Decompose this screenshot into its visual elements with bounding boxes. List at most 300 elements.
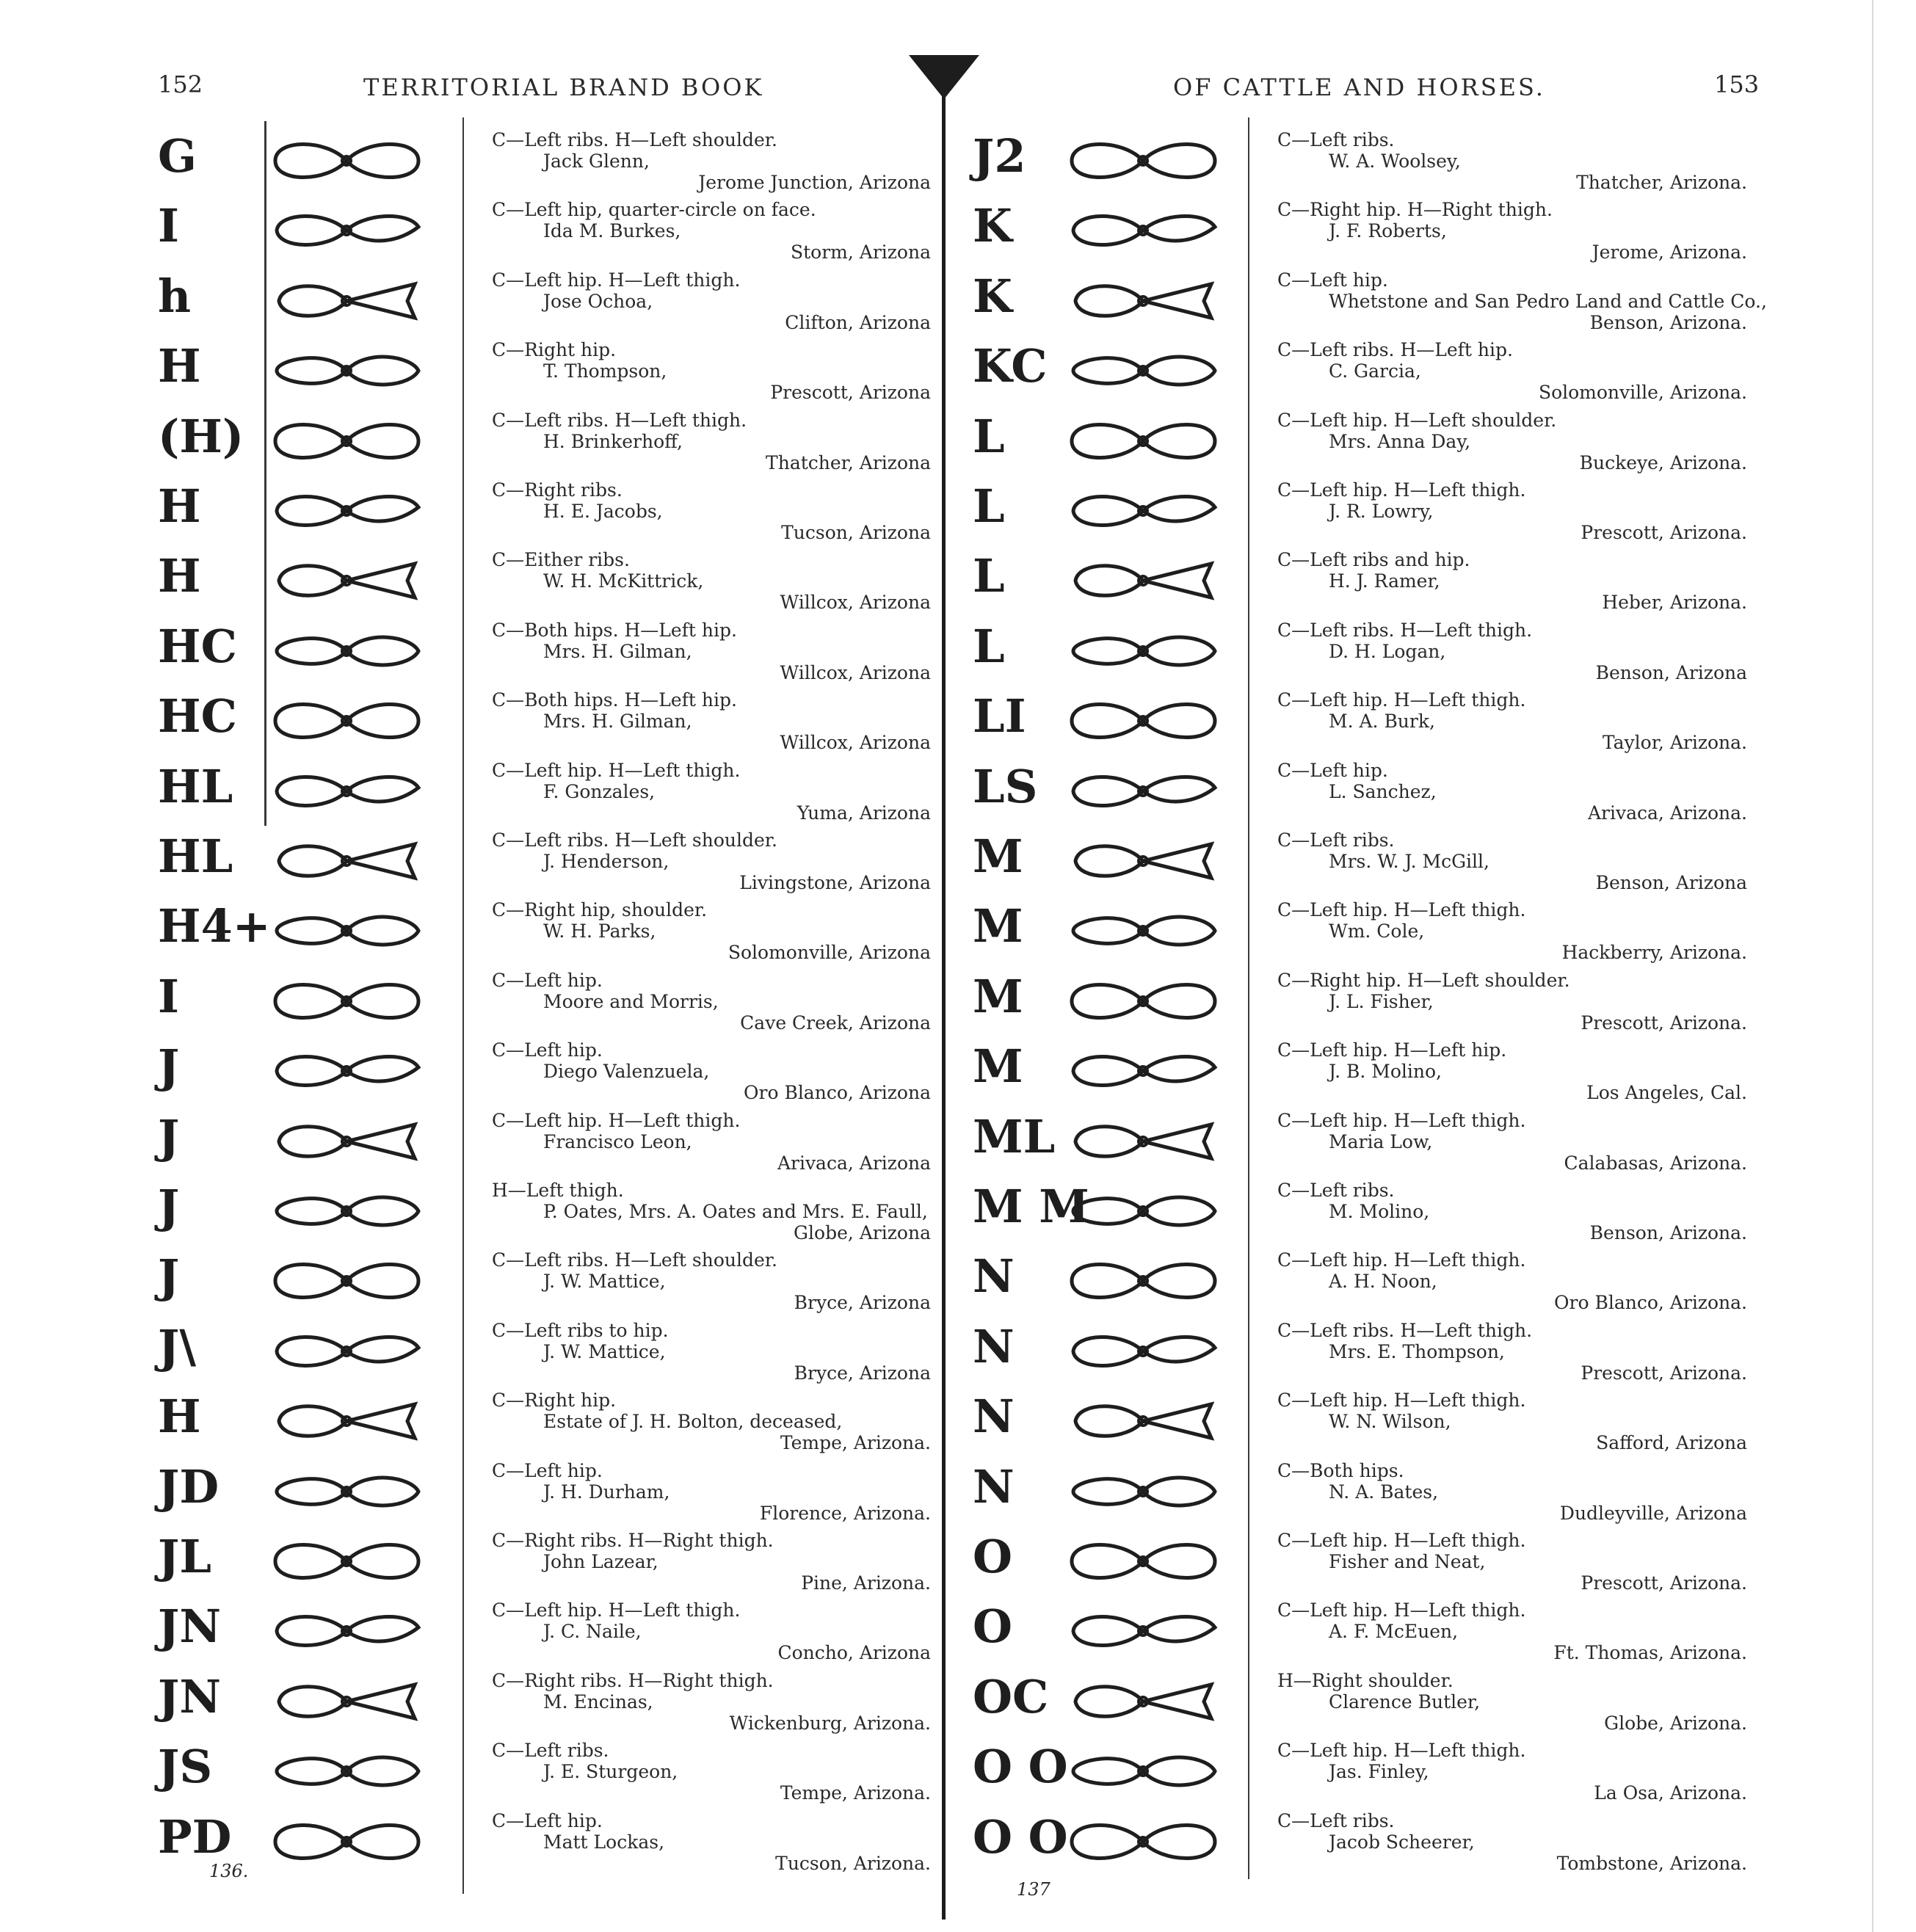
owner-name: Maria Low, <box>1329 1130 1433 1152</box>
brand-entry-text <box>1277 339 1513 382</box>
owner-location: Los Angeles, Cal. <box>1586 1082 1747 1104</box>
horse-brand-mark <box>268 1185 426 1240</box>
brand-entry-text <box>1277 1180 1429 1222</box>
owner-location: Clifton, Arizona <box>785 311 931 333</box>
owner-location: Tombstone, Arizona. <box>1556 1852 1747 1874</box>
brand-entry-text <box>1277 970 1570 1012</box>
owner-name: Mrs. E. Thompson, <box>1329 1340 1505 1362</box>
brand-entry-text <box>1277 620 1532 662</box>
owner-name: Diego Valenzuela, <box>543 1061 710 1083</box>
cattle-brand-mark: J <box>158 1249 180 1304</box>
left-page-number: 152 <box>158 70 203 98</box>
owner-name: John Lazear, <box>543 1551 658 1572</box>
right-running-title: OF CATTLE AND HORSES. <box>1173 73 1545 101</box>
brand-entry-text <box>1277 1039 1506 1082</box>
brand-entry-text <box>492 1670 774 1713</box>
owner-location: Solomonville, Arizona <box>727 942 931 964</box>
brand-entry-text <box>1277 1599 1525 1642</box>
owner-name: J. W. Mattice, <box>543 1271 666 1293</box>
brand-location-on-animal: C—Right ribs. H—Right thigh. <box>492 1669 774 1691</box>
brand-entry-text <box>492 760 740 802</box>
owner-name: J. Henderson, <box>543 851 669 872</box>
cattle-brand-mark: O O <box>973 1809 1068 1864</box>
brand-location-on-animal: C—Left ribs. H—Left shoulder. <box>492 1249 777 1271</box>
brand-entry-text <box>492 479 663 522</box>
cattle-brand-mark: JN <box>158 1669 222 1724</box>
brand-entry-text <box>1277 1530 1525 1572</box>
cattle-brand-mark: H <box>158 1390 201 1444</box>
brand-entry-text <box>1277 129 1461 172</box>
brand-location-on-animal: C—Right ribs. H—Right thigh. <box>492 1530 774 1551</box>
owner-name: D. H. Logan, <box>1329 640 1446 662</box>
horse-brand-mark <box>268 135 426 189</box>
brand-entry-text <box>1277 269 1767 312</box>
brand-location-on-animal: C—Left ribs. H—Left hip. <box>1277 339 1513 361</box>
cattle-brand-mark: HL <box>158 829 233 883</box>
brand-location-on-animal: C—Left hip, quarter-circle on face. <box>492 199 816 221</box>
owner-name: A. H. Noon, <box>1329 1271 1437 1293</box>
brand-entry-text <box>492 339 667 382</box>
owner-location: Jerome, Arizona. <box>1592 242 1747 264</box>
cattle-brand-mark: h <box>158 269 192 323</box>
owner-location: Willcox, Arizona <box>780 592 931 614</box>
owner-name: N. A. Bates, <box>1329 1481 1439 1503</box>
owner-name: Ida M. Burkes, <box>543 220 681 242</box>
brand-entry-text <box>1277 760 1437 802</box>
owner-location: Hackberry, Arizona. <box>1561 942 1747 964</box>
horse-brand-mark <box>1064 135 1222 189</box>
owner-name: Mrs. Anna Day, <box>1329 430 1471 452</box>
owner-location: Willcox, Arizona <box>780 732 931 754</box>
brand-location-on-animal: C—Left hip. H—Left thigh. <box>1277 1740 1526 1762</box>
owner-name: J. E. Sturgeon, <box>543 1761 678 1783</box>
owner-name: W. N. Wilson, <box>1329 1411 1451 1433</box>
horse-brand-mark <box>1064 1466 1222 1520</box>
brand-location-on-animal: C—Left ribs. <box>1277 1809 1395 1831</box>
brand-entry-text <box>1277 1460 1438 1503</box>
brand-entry-text <box>1277 1110 1525 1152</box>
horse-brand-mark <box>1064 415 1222 470</box>
owner-name: M. A. Burk, <box>1329 711 1435 733</box>
horse-brand-mark <box>1064 1045 1222 1100</box>
owner-location: La Osa, Arizona. <box>1594 1782 1747 1804</box>
owner-location: Cave Creek, Arizona <box>740 1012 931 1034</box>
owner-location: Taylor, Arizona. <box>1602 732 1747 754</box>
brand-entry-text <box>492 269 740 312</box>
owner-location: Prescott, Arizona. <box>1581 1572 1747 1594</box>
owner-name: J. W. Mattice, <box>543 1340 666 1362</box>
owner-location: Arivaca, Arizona <box>777 1152 931 1174</box>
horse-brand-mark <box>1064 1255 1222 1310</box>
cattle-brand-mark: L <box>973 549 1005 603</box>
brand-location-on-animal: C—Left hip. H—Left shoulder. <box>1277 409 1557 431</box>
horse-brand-mark <box>1064 555 1222 609</box>
brand-location-on-animal: C—Left hip. H—Left thigh. <box>1277 1530 1526 1551</box>
brand-location-on-animal: C—Right hip. H—Left shoulder. <box>1277 969 1570 991</box>
cattle-brand-mark: ML <box>973 1109 1056 1163</box>
cattle-brand-mark: LI <box>973 689 1026 744</box>
horse-brand-mark <box>1064 625 1222 680</box>
cattle-brand-mark: HL <box>158 759 233 813</box>
cattle-brand-mark: N <box>973 1319 1015 1373</box>
horse-brand-mark <box>1064 1185 1222 1240</box>
horse-brand-mark <box>1064 345 1222 399</box>
owner-name: A. F. McEuen, <box>1329 1621 1459 1643</box>
owner-location: Buckeye, Arizona. <box>1579 451 1747 473</box>
brand-location-on-animal: C—Right hip. <box>492 339 617 361</box>
right-page-number: 153 <box>1714 70 1760 98</box>
brand-location-on-animal: C—Left hip. <box>492 1809 603 1831</box>
horse-brand-mark <box>1064 835 1222 890</box>
cattle-brand-mark: M <box>973 969 1023 1023</box>
book-gutter <box>942 55 946 1920</box>
brand-location-on-animal: H—Right shoulder. <box>1277 1669 1454 1691</box>
brand-location-on-animal: C—Right ribs. <box>492 479 623 501</box>
left-text-rule <box>462 117 464 1894</box>
owner-name: F. Gonzales, <box>543 780 656 802</box>
owner-location: Florence, Arizona. <box>759 1502 931 1524</box>
cattle-brand-mark: O <box>973 1530 1013 1583</box>
owner-location: Prescott, Arizona. <box>1581 1362 1747 1384</box>
horse-brand-mark <box>268 415 426 470</box>
owner-location: Tempe, Arizona. <box>780 1782 931 1804</box>
brand-location-on-animal: C—Left ribs. H—Left thigh. <box>1277 619 1533 641</box>
left-running-title: TERRITORIAL BRAND BOOK <box>363 73 764 101</box>
owner-location: Storm, Arizona <box>790 242 931 264</box>
horse-brand-mark <box>1064 275 1222 330</box>
owner-name: C. Garcia, <box>1329 360 1421 382</box>
horse-brand-mark <box>268 695 426 749</box>
horse-brand-mark <box>268 1746 426 1800</box>
horse-brand-mark <box>1064 976 1222 1030</box>
owner-location: Tempe, Arizona. <box>780 1432 931 1454</box>
cattle-brand-mark: L <box>973 409 1005 463</box>
brand-entry-text <box>1277 1320 1532 1362</box>
cattle-brand-mark: PD <box>158 1809 232 1864</box>
cattle-brand-mark: (H) <box>158 409 244 463</box>
owner-location: Bryce, Arizona <box>794 1292 931 1314</box>
brand-location-on-animal: H—Left thigh. <box>492 1180 624 1201</box>
brand-entry-text <box>492 1110 740 1152</box>
owner-name: M. Encinas, <box>543 1690 653 1713</box>
owner-name: T. Thompson, <box>543 360 667 382</box>
horse-brand-mark <box>1064 1605 1222 1660</box>
cattle-brand-mark: JD <box>158 1459 219 1514</box>
brand-location-on-animal: C—Left hip. H—Left thigh. <box>1277 479 1526 501</box>
horse-brand-mark <box>268 1045 426 1100</box>
cattle-brand-mark: LS <box>973 759 1038 813</box>
brand-location-on-animal: C—Left ribs to hip. <box>492 1319 669 1341</box>
cattle-brand-mark: K <box>973 269 1012 323</box>
cattle-brand-mark: M <box>973 1039 1023 1094</box>
right-page-mark: 137 <box>1017 1879 1050 1900</box>
brand-location-on-animal: C—Left ribs and hip. <box>1277 549 1470 571</box>
brand-location-on-animal: C—Left hip. H—Left thigh. <box>492 759 741 781</box>
horse-brand-mark <box>1064 905 1222 959</box>
brand-location-on-animal: C—Left ribs. <box>1277 1180 1395 1201</box>
brand-entry-text <box>492 1390 842 1432</box>
horse-brand-mark <box>268 1676 426 1730</box>
owner-name: W. H. Parks, <box>543 920 656 943</box>
owner-location: Oro Blanco, Arizona. <box>1554 1292 1747 1314</box>
brand-location-on-animal: C—Left hip. H—Left thigh. <box>1277 1390 1526 1412</box>
owner-location: Benson, Arizona. <box>1589 1222 1747 1243</box>
brand-entry-text <box>1277 1670 1480 1713</box>
brand-location-on-animal: C—Left hip. <box>492 1039 603 1061</box>
brand-location-on-animal: C—Both hips. <box>1277 1459 1404 1481</box>
owner-location: Bryce, Arizona <box>794 1362 931 1384</box>
cattle-brand-mark: H <box>158 339 201 393</box>
cattle-brand-mark: M <box>973 829 1023 883</box>
owner-name: Whetstone and San Pedro Land and Cattle Co., <box>1329 290 1767 312</box>
cattle-brand-mark: O <box>973 1599 1013 1654</box>
owner-location: Benson, Arizona <box>1595 661 1747 683</box>
owner-name: Mrs. W. J. McGill, <box>1329 851 1489 872</box>
owner-name: P. Oates, Mrs. A. Oates and Mrs. E. Faull, <box>543 1201 928 1222</box>
owner-location: Calabasas, Arizona. <box>1564 1152 1747 1174</box>
brand-location-on-animal: C—Both hips. H—Left hip. <box>492 689 737 711</box>
owner-location: Benson, Arizona. <box>1589 311 1747 333</box>
brand-location-on-animal: C—Left hip. <box>492 1459 603 1481</box>
owner-name: Jacob Scheerer, <box>1329 1831 1475 1853</box>
brand-entry-text <box>492 129 777 172</box>
owner-location: Tucson, Arizona <box>781 522 931 543</box>
owner-name: M. Molino, <box>1329 1201 1430 1222</box>
brand-location-on-animal: C—Left ribs. <box>1277 829 1395 851</box>
horse-brand-mark <box>268 1116 426 1170</box>
cattle-brand-mark: JL <box>158 1530 211 1583</box>
owner-location: Ft. Thomas, Arizona. <box>1553 1642 1747 1664</box>
owner-location: Prescott, Arizona <box>770 382 931 404</box>
cattle-brand-mark: H4+ <box>158 899 271 954</box>
owner-location: Heber, Arizona. <box>1602 592 1747 614</box>
brand-location-on-animal: C—Left ribs. H—Left shoulder. <box>492 829 777 851</box>
horse-brand-mark <box>268 275 426 330</box>
owner-location: Globe, Arizona. <box>1604 1712 1747 1734</box>
owner-location: Livingstone, Arizona <box>739 872 931 893</box>
brand-entry-text <box>1277 899 1525 942</box>
brand-entry-text <box>492 1530 774 1572</box>
brand-entry-text <box>492 1039 709 1082</box>
cattle-brand-mark: J <box>158 1109 180 1163</box>
brand-entry-text <box>1277 689 1525 732</box>
horse-brand-mark <box>268 766 426 820</box>
brand-location-on-animal: C—Left hip. H—Left thigh. <box>1277 1249 1526 1271</box>
cattle-brand-mark: H <box>158 479 201 533</box>
horse-brand-mark <box>1064 695 1222 749</box>
brand-location-on-animal: C—Left ribs. <box>492 1740 609 1762</box>
cattle-brand-mark: J2 <box>973 129 1026 183</box>
horse-brand-mark <box>268 1605 426 1660</box>
owner-name: J. F. Roberts, <box>1329 220 1447 242</box>
horse-brand-mark <box>268 205 426 259</box>
brand-entry-text <box>492 1180 928 1222</box>
brand-entry-text <box>492 199 816 242</box>
brand-location-on-animal: C—Left hip. H—Left thigh. <box>1277 1109 1526 1131</box>
brand-location-on-animal: C—Left ribs. <box>1277 129 1395 150</box>
brand-entry-text <box>492 1460 669 1503</box>
owner-location: Arivaca, Arizona. <box>1587 802 1747 824</box>
brand-location-on-animal: C—Both hips. H—Left hip. <box>492 619 737 641</box>
horse-brand-mark <box>268 485 426 540</box>
brand-entry-text <box>1277 549 1470 592</box>
brand-location-on-animal: C—Left ribs. H—Left thigh. <box>1277 1319 1533 1341</box>
brand-location-on-animal: C—Left hip. H—Left thigh. <box>492 1599 741 1622</box>
owner-location: Prescott, Arizona. <box>1581 522 1747 543</box>
brand-entry-text <box>492 1810 664 1853</box>
horse-brand-mark <box>1064 1816 1222 1870</box>
horse-brand-mark <box>268 1395 426 1450</box>
brand-entry-text <box>1277 829 1489 872</box>
owner-name: H. Brinkerhoff, <box>543 430 683 452</box>
owner-name: Clarence Butler, <box>1329 1690 1481 1713</box>
brand-location-on-animal: C—Right hip. H—Right thigh. <box>1277 199 1553 221</box>
cattle-brand-mark: O O <box>973 1740 1068 1794</box>
brand-entry-text <box>1277 1810 1475 1853</box>
horse-brand-mark <box>1064 485 1222 540</box>
horse-brand-mark <box>268 905 426 959</box>
cattle-brand-mark: L <box>973 479 1005 533</box>
brand-entry-text <box>492 549 703 592</box>
owner-location: Oro Blanco, Arizona <box>744 1082 931 1104</box>
owner-name: Moore and Morris, <box>543 990 719 1012</box>
brand-entry-text <box>492 1249 777 1292</box>
brand-entry-text <box>492 829 777 872</box>
brand-entry-text <box>1277 479 1525 522</box>
brand-location-on-animal: C—Left hip. <box>1277 269 1388 291</box>
brand-location-on-animal: C—Left hip. H—Left hip. <box>1277 1039 1507 1061</box>
owner-name: Estate of J. H. Bolton, deceased, <box>543 1411 843 1433</box>
book-gutter-cap <box>909 55 979 99</box>
horse-brand-mark <box>268 625 426 680</box>
owner-name: Matt Lockas, <box>543 1831 665 1853</box>
cattle-brand-mark: HC <box>158 619 237 673</box>
cattle-brand-mark: L <box>973 619 1005 673</box>
owner-name: W. A. Woolsey, <box>1329 150 1461 172</box>
cattle-brand-mark: J <box>158 1180 180 1233</box>
owner-name: J. R. Lowry, <box>1329 501 1434 522</box>
brand-location-on-animal: C—Left hip. H—Left thigh. <box>1277 1599 1526 1622</box>
horse-brand-mark <box>1064 1326 1222 1380</box>
owner-name: J. H. Durham, <box>543 1481 670 1503</box>
brand-location-on-animal: C—Left hip. H—Left thigh. <box>492 1109 741 1131</box>
owner-name: Mrs. H. Gilman, <box>543 640 692 662</box>
cattle-brand-mark: KC <box>973 339 1048 393</box>
owner-name: H. E. Jacobs, <box>543 501 663 522</box>
brand-entry-text <box>492 620 737 662</box>
brand-entry-text <box>492 1599 740 1642</box>
owner-name: Francisco Leon, <box>543 1130 692 1152</box>
owner-name: Jack Glenn, <box>543 150 650 172</box>
brand-location-on-animal: C—Left ribs. H—Left shoulder. <box>492 129 777 150</box>
owner-location: Jerome Junction, Arizona <box>698 172 931 193</box>
owner-location: Concho, Arizona <box>777 1642 931 1664</box>
horse-brand-mark <box>268 555 426 609</box>
owner-location: Pine, Arizona. <box>801 1572 931 1594</box>
horse-brand-mark <box>1064 1536 1222 1590</box>
owner-location: Tucson, Arizona. <box>775 1852 931 1874</box>
brand-entry-text <box>492 970 719 1012</box>
cattle-brand-mark: JN <box>158 1599 222 1654</box>
brand-entry-text <box>1277 1740 1525 1782</box>
brand-entry-text <box>1277 199 1553 242</box>
horse-brand-mark <box>1064 1676 1222 1730</box>
owner-location: Safford, Arizona <box>1596 1432 1747 1454</box>
owner-name: H. J. Ramer, <box>1329 570 1440 592</box>
owner-name: J. L. Fisher, <box>1329 990 1434 1012</box>
cattle-brand-mark: H <box>158 549 201 603</box>
brand-location-on-animal: C—Left ribs. H—Left thigh. <box>492 409 747 431</box>
horse-brand-mark <box>268 835 426 890</box>
brand-location-on-animal: C—Left hip. H—Left thigh. <box>492 269 741 291</box>
owner-location: Yuma, Arizona <box>796 802 931 824</box>
left-brand-rule <box>264 121 266 826</box>
cattle-brand-mark: OC <box>973 1669 1049 1724</box>
brand-location-on-animal: C—Left hip. H—Left thigh. <box>1277 899 1526 921</box>
horse-brand-mark <box>1064 1746 1222 1800</box>
right-text-rule <box>1248 117 1249 1879</box>
horse-brand-mark <box>1064 766 1222 820</box>
owner-name: Wm. Cole, <box>1329 920 1425 943</box>
owner-name: J. B. Molino, <box>1329 1061 1442 1083</box>
brand-location-on-animal: C—Right hip. <box>492 1390 617 1412</box>
brand-entry-text <box>1277 1249 1525 1292</box>
owner-location: Benson, Arizona <box>1595 872 1747 893</box>
brand-location-on-animal: C—Left hip. <box>492 969 603 991</box>
brand-location-on-animal: C—Left hip. <box>1277 759 1388 781</box>
owner-name: Fisher and Neat, <box>1329 1551 1486 1572</box>
brand-entry-text <box>492 1320 669 1362</box>
horse-brand-mark <box>268 1255 426 1310</box>
cattle-brand-mark: J <box>158 1039 180 1094</box>
owner-name: Mrs. H. Gilman, <box>543 711 692 733</box>
cattle-brand-mark: N <box>973 1390 1015 1444</box>
cattle-brand-mark: J\ <box>158 1319 196 1373</box>
horse-brand-mark <box>268 1466 426 1520</box>
cattle-brand-mark: HC <box>158 689 237 744</box>
horse-brand-mark <box>268 976 426 1030</box>
cattle-brand-mark: JS <box>158 1740 213 1794</box>
cattle-brand-mark: K <box>973 199 1012 253</box>
owner-name: W. H. McKittrick, <box>543 570 704 592</box>
owner-name: Jose Ochoa, <box>543 290 653 312</box>
brand-entry-text <box>1277 410 1556 452</box>
cattle-brand-mark: M M <box>973 1180 1089 1233</box>
left-page-mark: 136. <box>209 1861 249 1881</box>
owner-location: Solomonville, Arizona. <box>1538 382 1747 404</box>
horse-brand-mark <box>268 1536 426 1590</box>
brand-entry-text <box>492 410 747 452</box>
horse-brand-mark <box>1064 1116 1222 1170</box>
brand-entry-text <box>492 899 707 942</box>
owner-location: Prescott, Arizona. <box>1581 1012 1747 1034</box>
cattle-brand-mark: G <box>158 129 197 183</box>
horse-brand-mark <box>1064 205 1222 259</box>
owner-location: Thatcher, Arizona. <box>1576 172 1747 193</box>
cattle-brand-mark: M <box>973 899 1023 954</box>
horse-brand-mark <box>268 345 426 399</box>
brand-location-on-animal: C—Either ribs. <box>492 549 630 571</box>
brand-entry-text <box>1277 1390 1525 1432</box>
cattle-brand-mark: N <box>973 1249 1015 1304</box>
cattle-brand-mark: I <box>158 969 180 1023</box>
horse-brand-mark <box>268 1816 426 1870</box>
cattle-brand-mark: I <box>158 199 180 253</box>
owner-location: Globe, Arizona <box>794 1222 931 1243</box>
brand-location-on-animal: C—Left hip. H—Left thigh. <box>1277 689 1526 711</box>
brand-entry-text <box>492 1740 678 1782</box>
cattle-brand-mark: N <box>973 1459 1015 1514</box>
